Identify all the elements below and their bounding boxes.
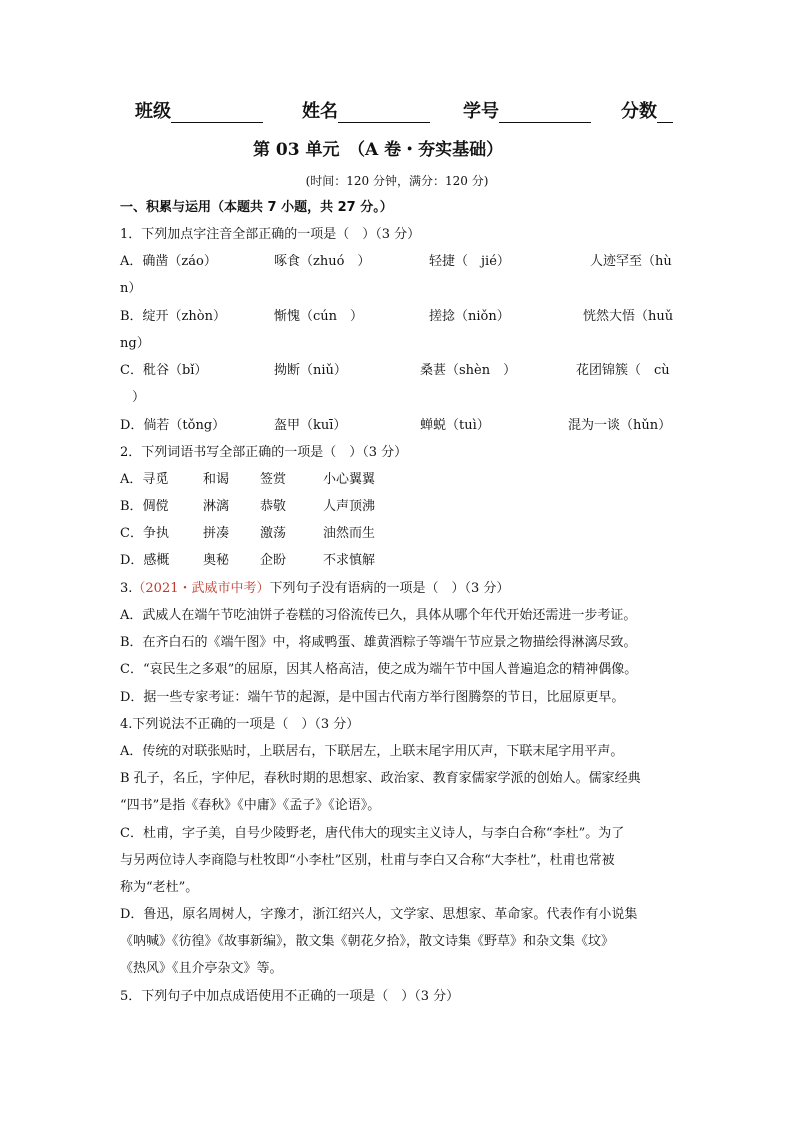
q4-option-d-line1: D．鲁迅，原名周树人，字豫才，浙江绍兴人，文学家、思想家、革命家。代表作有小说集 [120, 907, 638, 922]
question-1-stem: 1．下列加点字注音全部正确的一项是（ ）（3 分） [120, 227, 421, 242]
id-field [463, 97, 591, 123]
q4-option-d-line3: 《热风》《且介亭杂文》等。 [120, 961, 283, 976]
q2-option-d-word3: 企盼 [260, 553, 287, 568]
q4-option-b-line2: “四书”是指《春秋》《中庸》《孟子》《论语》。 [120, 798, 381, 813]
q4-option-b-line1: B 孔子，名丘，字仲尼，春秋时期的思想家、政治家、教育家儒家学派的创始人。儒家经典 [120, 771, 641, 786]
q2-option-d: D．感概 [120, 553, 170, 568]
q2-option-d-word4: 不求慎解 [323, 553, 376, 568]
q1-option-c-word2: 拗断（niǔ） [274, 363, 347, 378]
q1-option-a: A．确凿（záo） [120, 254, 217, 269]
q3-stem-text: 下列句子没有语病的一项是（ ）（3 分） [269, 581, 510, 596]
q2-option-b-word3: 恭敬 [260, 499, 287, 514]
q1-option-b-word3: 搓捻（niǒn） [429, 309, 510, 324]
q4-option-c-line3: 称为“老杜”。 [120, 880, 199, 895]
section-heading: 一、积累与运用（本题共 7 小题，共 27 分。） [120, 200, 393, 215]
q1-option-a-wrap: n） [120, 281, 142, 296]
q1-option-b-word4: 恍然大悟（huǔ [583, 309, 674, 324]
score-label: 分数 [621, 101, 657, 122]
q3-option-b: B．在齐白石的《端午图》中，将咸鸭蛋、雄黄酒粽子等端午节应景之物描绘得淋漓尽致。 [120, 635, 637, 650]
q1-option-d: D．倘若（tǒng） [120, 418, 226, 433]
q1-option-d-word3: 蝉蜕（tuì） [420, 418, 490, 433]
q2-option-b: B．倜傥 [120, 499, 169, 514]
q2-option-c: C．争执 [120, 526, 169, 541]
q2-option-a-word3: 签赏 [260, 472, 287, 487]
q2-option-c-word3: 激荡 [260, 526, 287, 541]
q2-option-b-word4: 人声顶沸 [323, 499, 376, 514]
id-label: 学号 [463, 101, 499, 122]
unit-title: 第 03 单元 （A 卷・夯实基础） [253, 140, 504, 160]
score-blank[interactable] [657, 104, 673, 123]
question-4-stem: 4.下列说法不正确的一项是（ ）（3 分） [120, 717, 360, 732]
q1-option-a-word2: 啄食（zhuó ） [274, 254, 371, 269]
name-label: 姓名 [302, 101, 338, 122]
header-info-line [0, 97, 794, 123]
q1-option-b-word2: 惭愧（cún ） [274, 309, 364, 324]
q3-option-c: C．“哀民生之多艰”的屈原，因其人格高洁，使之成为端午节中国人普遍追念的精神偶像。 [120, 662, 638, 677]
q4-option-d-line2: 《呐喊》《彷徨》《故事新编》，散文集《朝花夕拾》，散文诗集《野草》和杂文集《坟》 [120, 934, 615, 949]
question-3-stem [120, 580, 509, 598]
q1-option-a-word3: 轻捷（ jié） [429, 254, 510, 269]
q1-option-d-word2: 盔甲（kuī） [274, 418, 347, 433]
q3-number: 3. [120, 581, 133, 596]
score-field [621, 97, 673, 123]
class-blank[interactable] [171, 104, 263, 123]
q3-option-a: A．武威人在端午节吃油饼子卷糕的习俗流传已久，具体从哪个年代开始还需进一步考证。 [120, 608, 637, 623]
q1-option-c-wrap: ） [132, 390, 146, 405]
q2-option-c-word2: 拼凑 [203, 526, 230, 541]
q4-option-c-line1: C．杜甫，字子美，自号少陵野老，唐代伟大的现实主义诗人，与李白合称“李杜”。为了 [120, 826, 625, 841]
q1-option-d-word4: 混为一谈（hǔn） [568, 418, 672, 433]
q2-option-c-word4: 油然而生 [323, 526, 376, 541]
id-blank[interactable] [499, 104, 591, 123]
q1-option-a-word4: 人迹罕至（hù [590, 254, 672, 269]
q3-option-d: D．据一些专家考证：端午节的起源，是中国古代南方举行图腾祭的节日，比屈原更早。 [120, 690, 625, 705]
q2-option-d-word2: 奥秘 [203, 553, 230, 568]
q2-option-a: A．寻觅 [120, 472, 169, 487]
question-5-stem: 5．下列句子中加点成语使用不正确的一项是（ ）（3 分） [120, 989, 460, 1004]
q2-option-a-word4: 小心翼翼 [323, 472, 376, 487]
q1-option-b: B．绽开（zhòn） [120, 309, 226, 324]
class-label: 班级 [135, 101, 171, 122]
q2-option-b-word2: 淋漓 [203, 499, 230, 514]
question-2-stem: 2．下列词语书写全部正确的一项是（ ）（3 分） [120, 445, 408, 460]
class-field [135, 97, 263, 123]
q3-source: （2021・武威市中考） [132, 581, 270, 596]
q1-option-c: C．秕谷（bǐ） [120, 363, 208, 378]
name-field [302, 97, 430, 123]
q2-option-a-word2: 和谒 [203, 472, 230, 487]
q1-option-c-word3: 桑葚（shèn ） [420, 363, 517, 378]
q4-option-a: A．传统的对联张贴时，上联居右，下联居左，上联末尾字用仄声，下联末尾字用平声。 [120, 744, 624, 759]
q4-option-c-line2: 与另两位诗人李商隐与杜牧即“小李杜”区别，杜甫与李白又合称“大李杜”，杜甫也常被 [120, 853, 615, 868]
time-info: (时间：120 分钟，满分：120 分) [305, 174, 489, 188]
name-blank[interactable] [338, 104, 430, 123]
q1-option-c-word4: 花团锦簇（ cù [576, 363, 670, 378]
q1-option-b-wrap: ng） [120, 336, 150, 351]
